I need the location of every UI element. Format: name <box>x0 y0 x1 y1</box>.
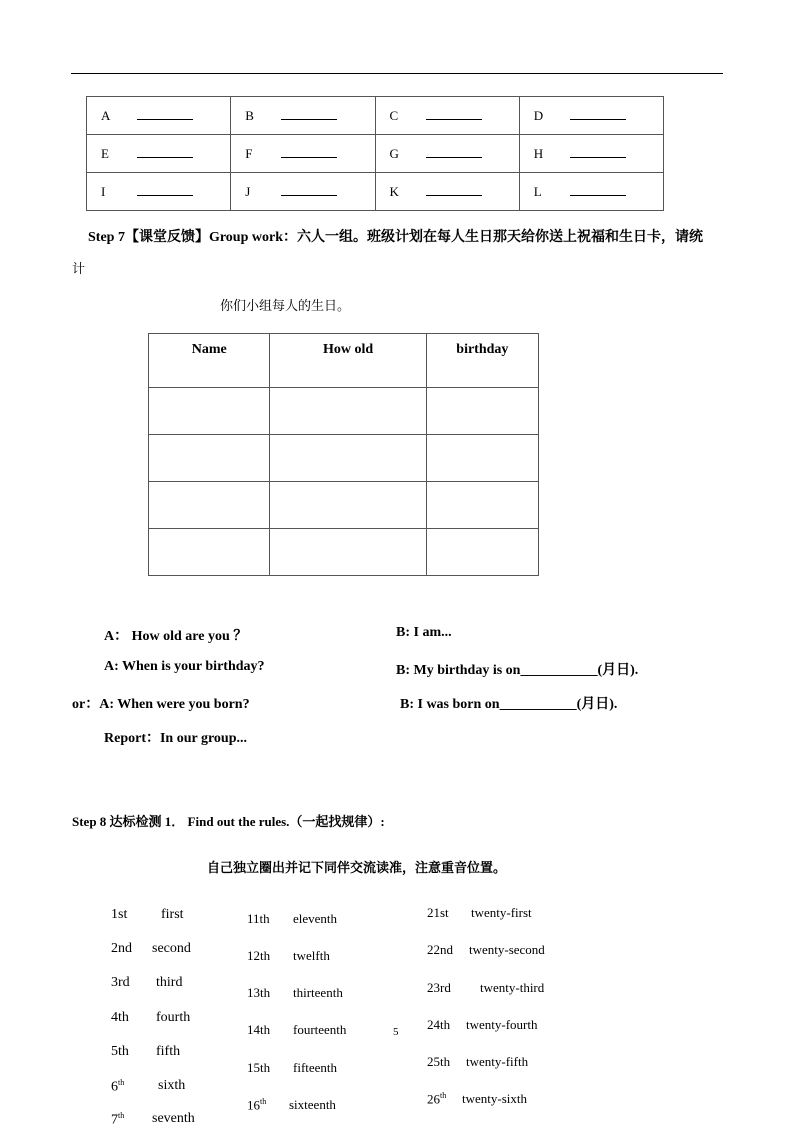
table-cell: J <box>231 173 375 211</box>
table-row <box>87 135 664 173</box>
step7-line1: Step 7【课堂反馈】Group work：六人一组。班级计划在每人生日那天给你送上祝福和生日卡，请统 <box>88 230 703 245</box>
answer-blank[interactable] <box>137 183 193 196</box>
column-header-birthday: birthday <box>426 334 538 388</box>
name-cell[interactable] <box>149 435 270 482</box>
ordinal-num: 21st <box>427 905 449 920</box>
ordinal-num: 16th <box>247 1097 267 1113</box>
table-cell: D <box>519 97 663 135</box>
ordinal-num: 3rd <box>111 975 130 990</box>
answer-blank[interactable] <box>570 107 626 120</box>
answer-blank[interactable] <box>570 145 626 158</box>
step7-line1-wrap: 计 <box>72 261 86 276</box>
ordinal-word: twenty-first <box>471 905 532 920</box>
report-line: Report：In our group... <box>104 731 248 746</box>
birthday-table <box>148 333 539 576</box>
ordinal-word: fourteenth <box>293 1022 347 1037</box>
name-cell[interactable] <box>149 482 270 529</box>
ordinal-num: 14th <box>247 1022 271 1037</box>
ordinal-num: 23rd <box>427 980 451 995</box>
table-cell: C <box>375 97 519 135</box>
ordinal-word: twenty-sixth <box>462 1091 527 1106</box>
step8-title: Step 8 达标检测 1． Find out the rules.（一起找规律）: <box>72 814 385 829</box>
table-row <box>87 97 664 135</box>
ordinal-word: twenty-second <box>469 942 545 957</box>
age-cell[interactable] <box>270 435 426 482</box>
ordinal-word: seventh <box>152 1111 195 1126</box>
table-cell: H <box>519 135 663 173</box>
ordinal-word: eleventh <box>293 911 338 926</box>
dialogue-b3: B: I was born on___________(月日). <box>400 697 618 712</box>
dialogue-b2: B: My birthday is on___________(月日). <box>396 663 639 678</box>
table-cell: E <box>87 135 231 173</box>
answer-blank[interactable] <box>281 107 337 120</box>
birthday-cell[interactable] <box>426 482 538 529</box>
table-cell: K <box>375 173 519 211</box>
ordinal-num: 15th <box>247 1060 271 1075</box>
step7-line2: 你们小组每人的生日。 <box>220 298 351 313</box>
ordinal-num: 1st <box>111 907 128 922</box>
age-cell[interactable] <box>270 529 426 576</box>
birthday-cell[interactable] <box>426 529 538 576</box>
dialogue-b1: B: I am... <box>396 625 452 640</box>
table-cell: L <box>519 173 663 211</box>
ordinal-word: thirteenth <box>293 985 343 1000</box>
ordinal-num: 26th <box>427 1091 447 1107</box>
dialogue-a1: A： How old are you ？ <box>104 629 248 644</box>
table-row <box>149 482 539 529</box>
ordinal-num: 6th <box>111 1078 125 1095</box>
table-header-row <box>149 334 539 388</box>
answer-blank[interactable] <box>426 107 482 120</box>
table-cell: F <box>231 135 375 173</box>
ordinal-num: 13th <box>247 985 271 1000</box>
dialogue-a3: or：A: When were you born? <box>72 697 250 712</box>
ordinal-num: 12th <box>247 948 271 963</box>
table-cell: A <box>87 97 231 135</box>
answer-blank[interactable] <box>137 107 193 120</box>
table-row <box>149 435 539 482</box>
ordinal-word: twenty-fourth <box>466 1017 538 1032</box>
table-cell: G <box>375 135 519 173</box>
column-header-how-old: How old <box>270 334 426 388</box>
ordinal-word: sixteenth <box>289 1097 336 1112</box>
ordinal-word: third <box>156 975 183 990</box>
ordinal-num: 22nd <box>427 942 453 957</box>
ordinal-num: 4th <box>111 1010 129 1025</box>
ordinal-word: fifteenth <box>293 1060 338 1075</box>
ordinal-word: second <box>152 941 191 956</box>
answer-blank[interactable] <box>281 183 337 196</box>
dialogue-a2: A: When is your birthday? <box>104 659 265 674</box>
ordinal-num: 11th <box>247 911 270 926</box>
answer-blank[interactable] <box>426 183 482 196</box>
ordinal-num: 5th <box>111 1044 129 1059</box>
ordinal-num: 7th <box>111 1111 125 1128</box>
ordinal-word: twenty-third <box>480 980 545 995</box>
ordinal-word: fourth <box>156 1010 191 1025</box>
step8-instruction: 自己独立圈出并记下同伴交流读准，注意重音位置。 <box>207 860 507 875</box>
ordinal-num: 2nd <box>111 941 132 956</box>
ordinal-word: first <box>161 907 184 922</box>
birthday-cell[interactable] <box>426 388 538 435</box>
table-cell: B <box>231 97 375 135</box>
letters-table <box>86 96 664 211</box>
ordinal-num: 24th <box>427 1017 451 1032</box>
answer-blank[interactable] <box>281 145 337 158</box>
table-row <box>87 173 664 211</box>
ordinal-word: sixth <box>158 1078 186 1093</box>
column-header-name: Name <box>149 334 270 388</box>
table-row <box>149 529 539 576</box>
answer-blank[interactable] <box>570 183 626 196</box>
name-cell[interactable] <box>149 529 270 576</box>
age-cell[interactable] <box>270 388 426 435</box>
ordinal-word: twenty-fifth <box>466 1054 529 1069</box>
answer-blank[interactable] <box>426 145 482 158</box>
ordinal-word: fifth <box>156 1044 181 1059</box>
name-cell[interactable] <box>149 388 270 435</box>
page-number: 5 <box>393 1026 399 1038</box>
ordinal-word: twelfth <box>293 948 330 963</box>
age-cell[interactable] <box>270 482 426 529</box>
answer-blank[interactable] <box>137 145 193 158</box>
header-rule <box>71 73 723 74</box>
table-row <box>149 388 539 435</box>
birthday-cell[interactable] <box>426 435 538 482</box>
table-cell: I <box>87 173 231 211</box>
ordinal-num: 25th <box>427 1054 451 1069</box>
